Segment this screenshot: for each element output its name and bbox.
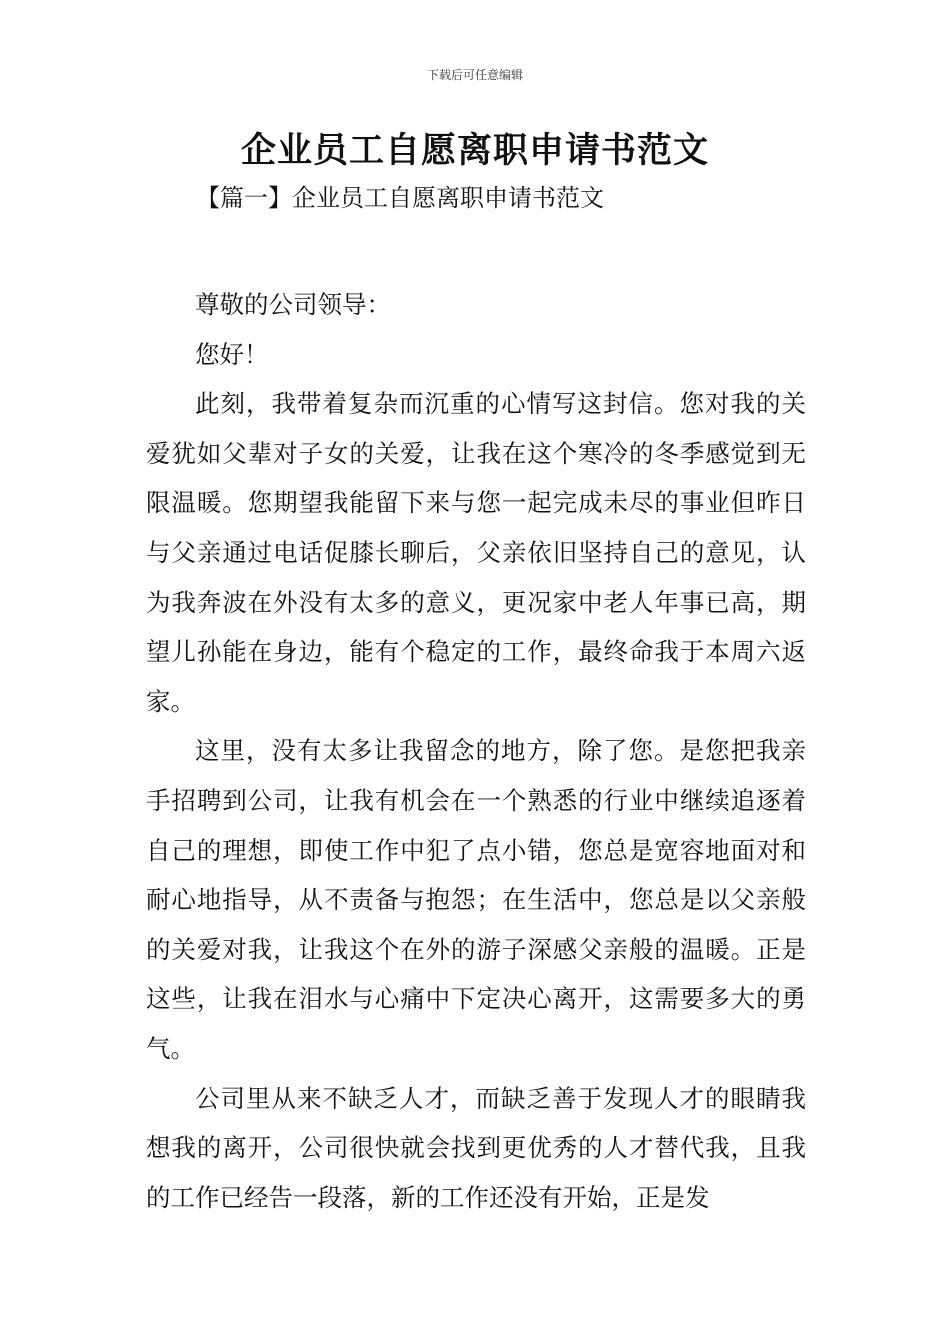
paragraph-1: 此刻，我带着复杂而沉重的心情写这封信。您对我的关爱犹如父辈对子女的关爱，让我在这个寒冷的冬季感觉到无限温暖。您期望我能留下来与您一起完成未尽的事业但昨日与父亲通过电话促膝长聊后，父亲依旧坚持自己的意见，认为我奔波在外没有太多的意义，更况家中老人年事已高，期望儿孙能在身边，能有个稳定的工作，最终命我于本周六返家。 (146, 389, 806, 716)
salutation: 尊敬的公司领导： (195, 290, 391, 319)
letter-body (146, 280, 806, 1222)
paragraph-2: 这里，没有太多让我留念的地方，除了您。是您把我亲手招聘到公司，让我有机会在一个熟悉的行业中继续追逐着自己的理想，即使工作中犯了点小错，您总是宽容地面对和耐心地指导，从不责备与抱怨；在生活中，您总是以父亲般的关爱对我，让我这个在外的游子深感父亲般的温暖。正是这些，让我在泪水与心痛中下定决心离开，这需要多大的勇气。 (146, 736, 806, 1063)
paragraph-3: 公司里从来不缺乏人才，而缺乏善于发现人才的眼睛我想我的离开，公司很快就会找到更优秀的人才替代我，且我的工作已经告一段落，新的工作还没有开始，正是发 (146, 1083, 806, 1212)
document-subtitle: 【篇一】企业员工自愿离职申请书范文 (196, 184, 604, 212)
greeting: 您好！ (195, 339, 269, 369)
header-note: 下载后可任意编辑 (426, 68, 523, 82)
document-title: 企业员工自愿离职申请书范文 (240, 131, 709, 171)
